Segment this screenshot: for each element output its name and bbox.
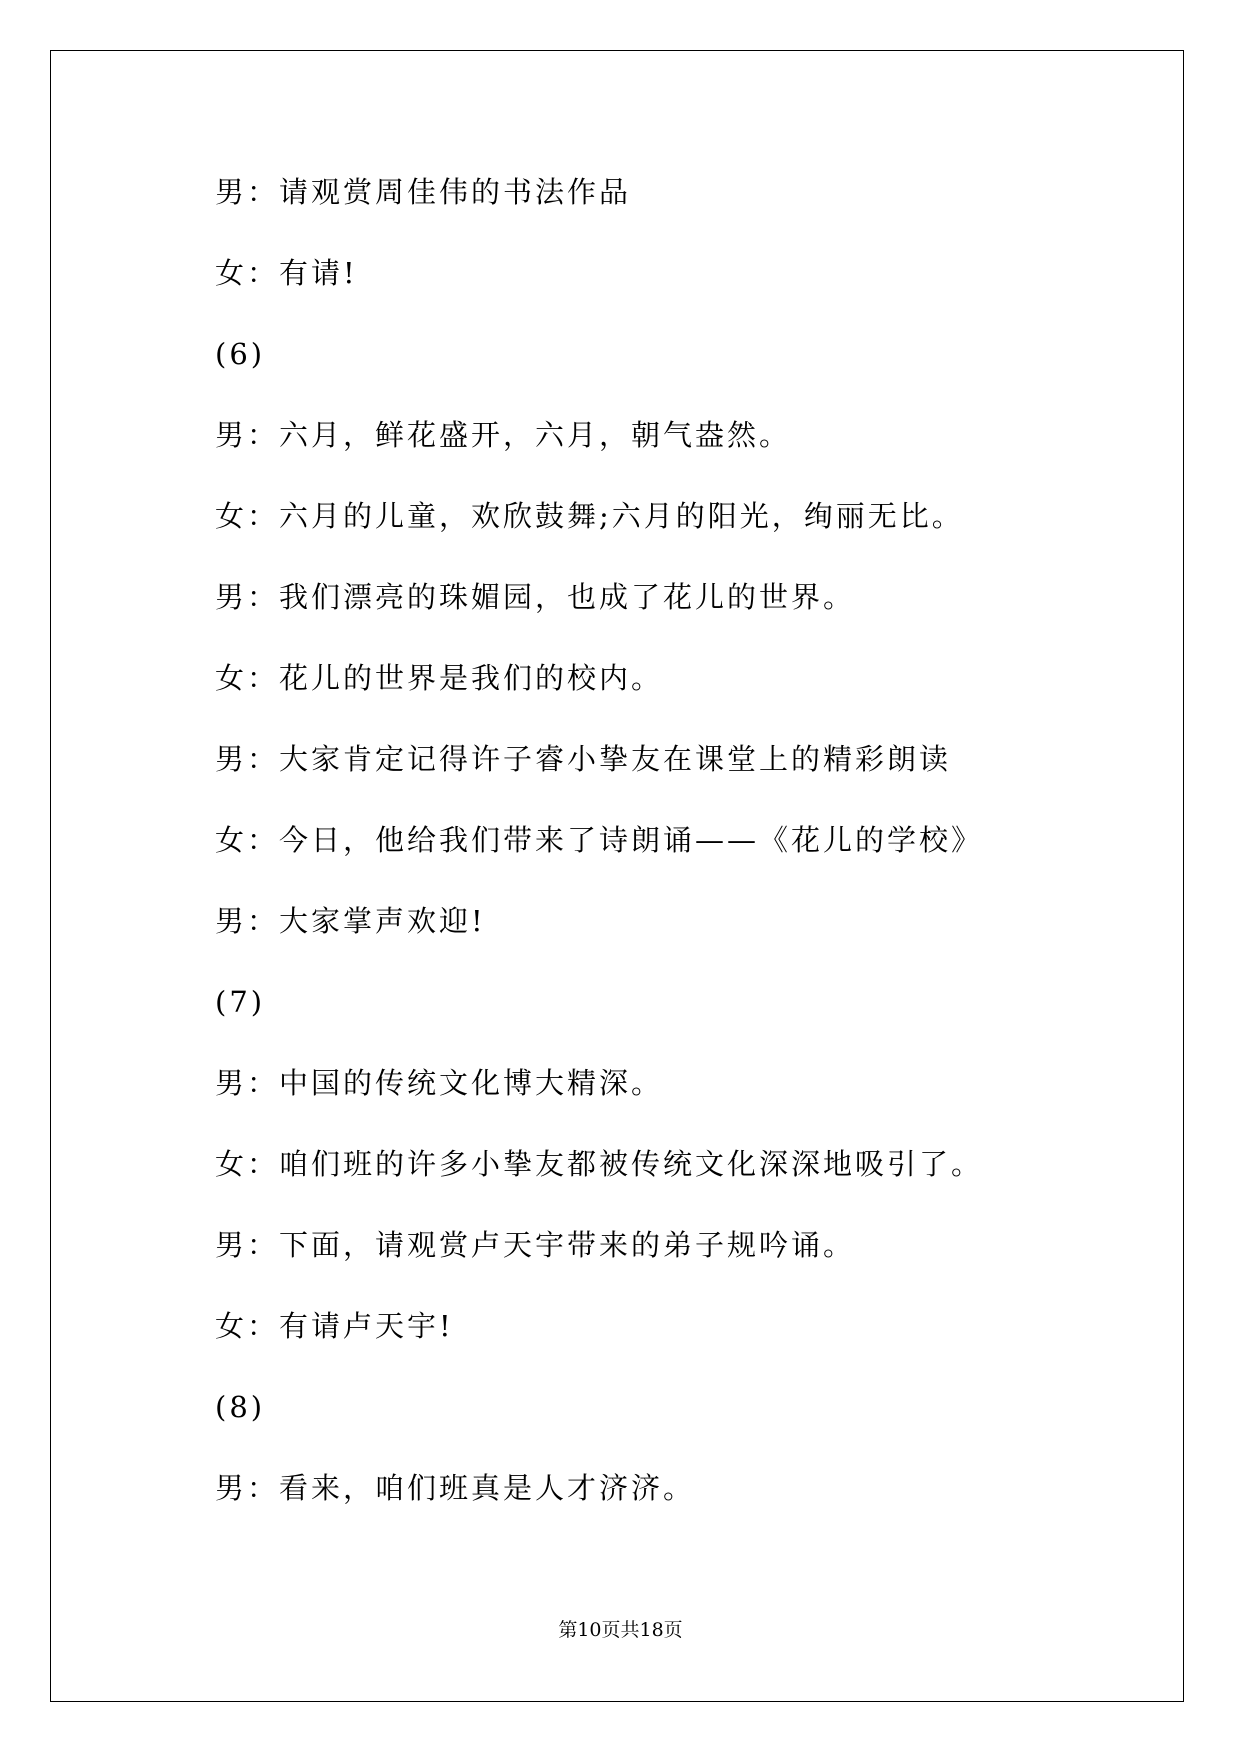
text-line: 男：大家掌声欢迎! [215,904,486,938]
text-line: 女：咱们班的许多小挚友都被传统文化深深地吸引了。 [215,1147,984,1181]
text-line: 女：今日，他给我们带来了诗朗诵——《花儿的学校》 [215,823,984,857]
text-line: 男：六月，鲜花盛开，六月，朝气盎然。 [215,418,792,452]
text-line: 男：请观赏周佳伟的书法作品 [215,175,632,209]
text-line: 女：六月的儿童，欢欣鼓舞;六月的阳光，绚丽无比。 [215,499,964,533]
text-line: 女：有请卢天宇! [215,1309,454,1343]
page-footer [0,1617,1241,1643]
page-number-total: 共18页 [620,1619,683,1641]
page-number-current: 第10页 [558,1619,621,1641]
text-line: 男：看来，咱们班真是人才济济。 [215,1471,696,1505]
text-line: 男：中国的传统文化博大精深。 [215,1066,664,1100]
section-number: (8) [215,1390,266,1424]
text-line: 女：花儿的世界是我们的校内。 [215,661,664,695]
text-line: 女：有请! [215,256,358,290]
text-line: 男：我们漂亮的珠媚园，也成了花儿的世界。 [215,580,856,614]
section-number: (6) [215,337,266,371]
text-line: 男：下面，请观赏卢天宇带来的弟子规吟诵。 [215,1228,856,1262]
page-border [50,50,1184,1702]
section-number: (7) [215,985,266,1019]
text-line: 男：大家肯定记得许子睿小挚友在课堂上的精彩朗读 [215,742,952,776]
